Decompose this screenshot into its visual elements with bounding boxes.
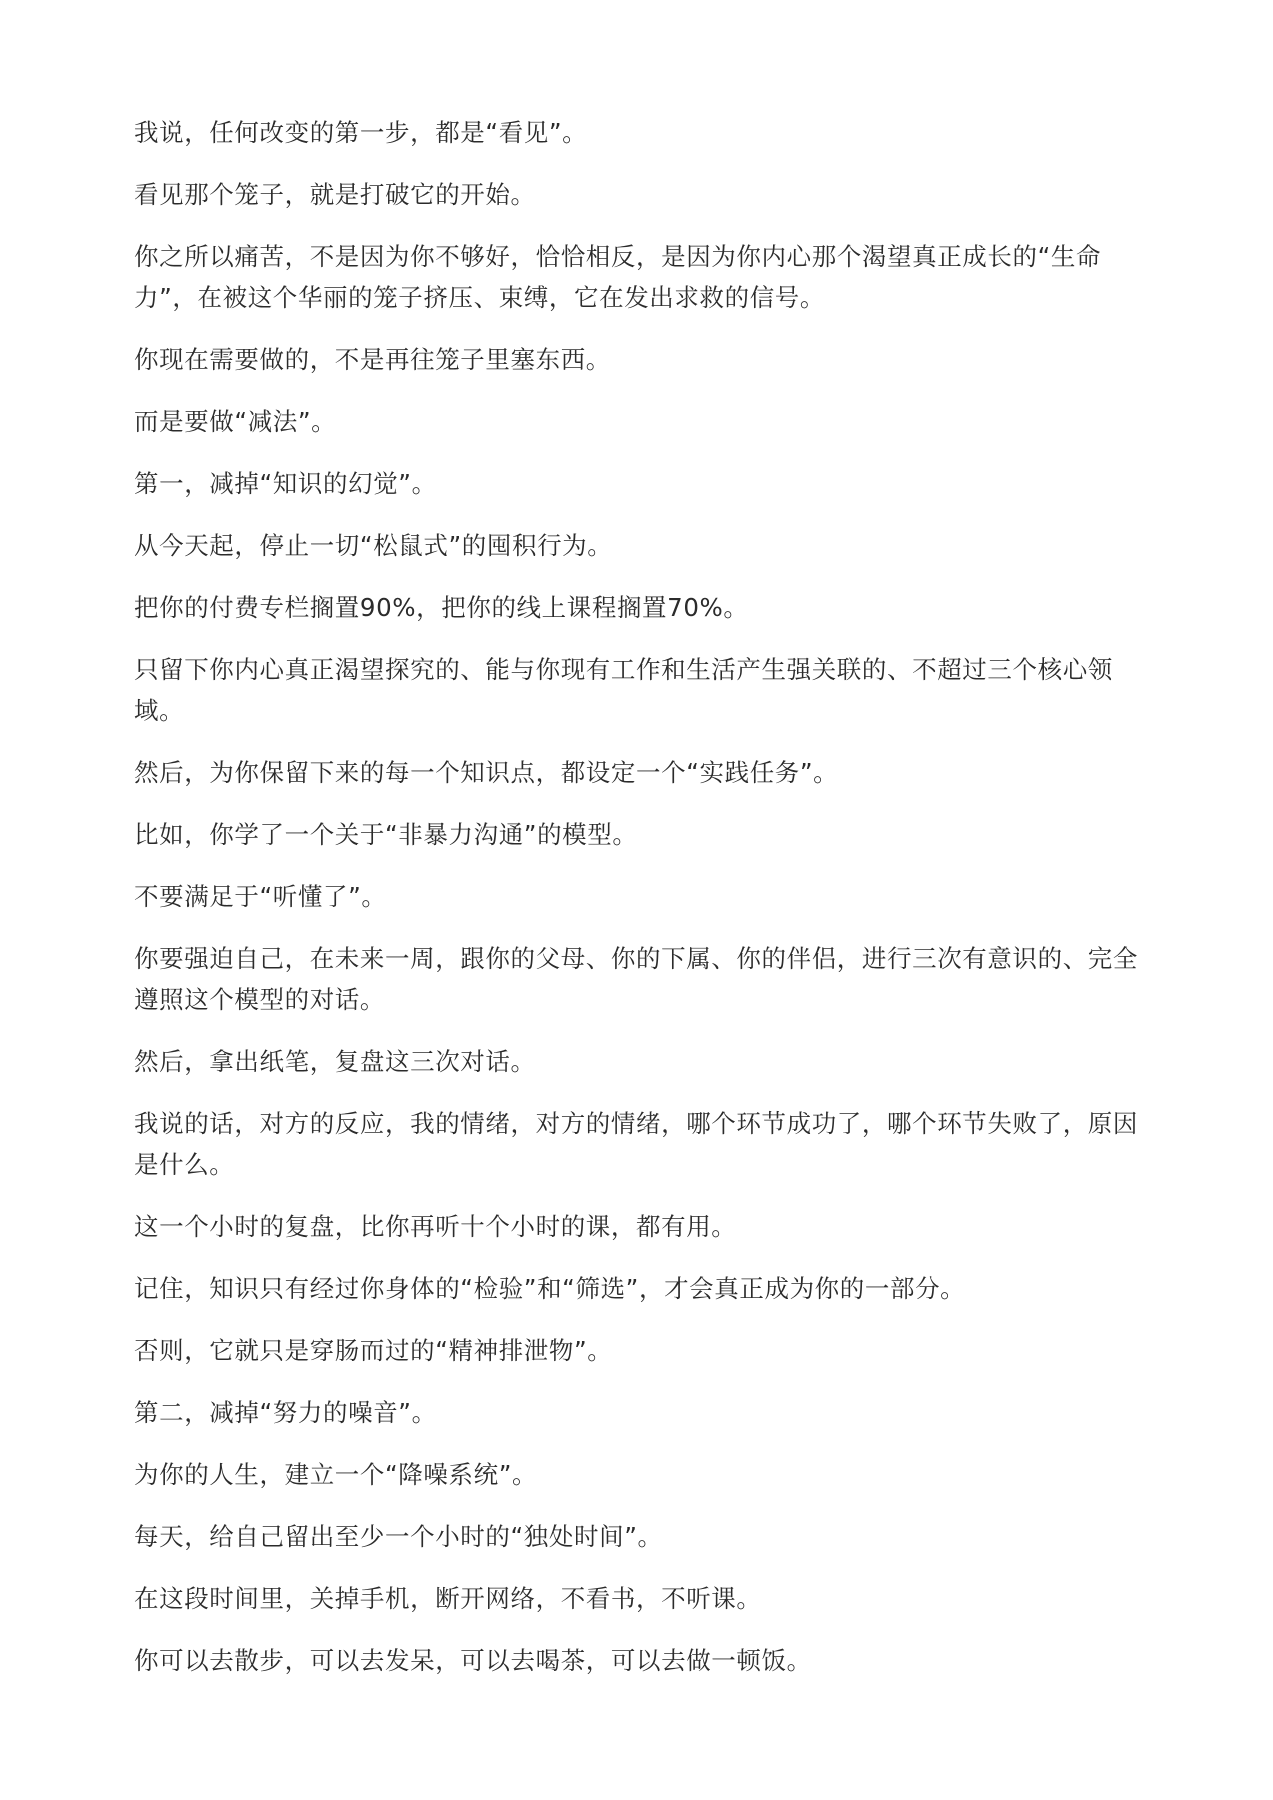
paragraph: 第二，减掉“努力的噪音”。 xyxy=(134,1398,437,1427)
paragraph: 你可以去散步，可以去发呆，可以去喝茶，可以去做一顿饭。 xyxy=(134,1646,812,1675)
paragraph: 否则，它就只是穿肠而过的“精神排泄物”。 xyxy=(134,1336,613,1365)
paragraph: 从今天起，停止一切“松鼠式”的囤积行为。 xyxy=(134,531,613,560)
paragraph: 而是要做“减法”。 xyxy=(134,407,337,436)
paragraph: 第一，减掉“知识的幻觉”。 xyxy=(134,469,437,498)
paragraph: 只留下你内心真正渴望探究的、能与你现有工作和生活产生强关联的、不超过三个核心领域。 xyxy=(134,655,1113,725)
paragraph: 在这段时间里，关掉手机，断开网络，不看书，不听课。 xyxy=(134,1584,762,1613)
paragraph: 你之所以痛苦，不是因为你不够好，恰恰相反，是因为你内心那个渴望真正成长的“生命力”，在被这个华丽的笼子挤压、束缚，它在发出求救的信号。 xyxy=(134,242,1102,312)
paragraph: 比如，你学了一个关于“非暴力沟通”的模型。 xyxy=(134,820,638,849)
paragraph: 每天，给自己留出至少一个小时的“独处时间”。 xyxy=(134,1522,663,1551)
paragraph: 你要强迫自己，在未来一周，跟你的父母、你的下属、你的伴侣，进行三次有意识的、完全遵照这个模型的对话。 xyxy=(134,944,1138,1014)
paragraph: 你现在需要做的，不是再往笼子里塞东西。 xyxy=(134,345,611,374)
paragraph: 这一个小时的复盘，比你再听十个小时的课，都有用。 xyxy=(134,1212,737,1241)
paragraph: 不要满足于“听懂了”。 xyxy=(134,882,387,911)
paragraph: 然后，拿出纸笔，复盘这三次对话。 xyxy=(134,1047,536,1076)
paragraph: 把你的付费专栏搁置90%，把你的线上课程搁置70%。 xyxy=(134,593,749,622)
paragraph: 然后，为你保留下来的每一个知识点，都设定一个“实践任务”。 xyxy=(134,758,839,787)
paragraph: 我说，任何改变的第一步，都是“看见”。 xyxy=(134,118,588,147)
paragraph: 为你的人生，建立一个“降噪系统”。 xyxy=(134,1460,538,1489)
paragraph: 看见那个笼子，就是打破它的开始。 xyxy=(134,180,536,209)
paragraph: 记住，知识只有经过你身体的“检验”和“筛选”，才会真正成为你的一部分。 xyxy=(134,1274,966,1303)
document-body xyxy=(134,112,1144,1702)
paragraph: 我说的话，对方的反应，我的情绪，对方的情绪，哪个环节成功了，哪个环节失败了，原因是什么。 xyxy=(134,1109,1138,1179)
